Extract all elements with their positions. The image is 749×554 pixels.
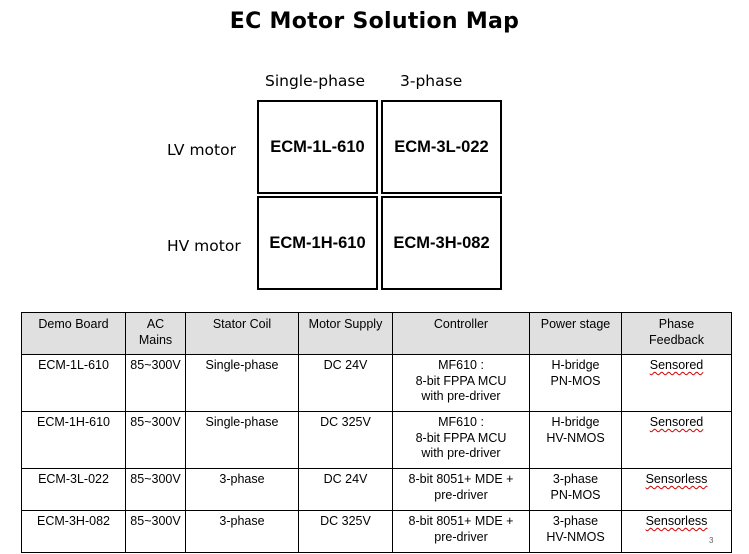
header-power-stage: Power stage <box>530 313 622 355</box>
cell-phase-feedback <box>622 355 732 412</box>
cell-phase-feedback <box>622 511 732 553</box>
cell-motor-supply: DC 325V <box>299 412 393 469</box>
cell-ac-mains: 85~300V <box>126 412 186 469</box>
map-cell-ecm-1l-610: ECM-1L-610 <box>257 100 378 194</box>
cell-motor-supply: DC 24V <box>299 355 393 412</box>
header-phase-feedback: Phase Feedback <box>622 313 732 355</box>
header-ac-mains: AC Mains <box>126 313 186 355</box>
phase-feedback-text: Sensorless <box>645 472 708 486</box>
header-demo-board: Demo Board <box>22 313 126 355</box>
table-row <box>22 355 732 412</box>
cell-stator-coil: Single-phase <box>186 412 299 469</box>
cell-controller: MF610 : 8-bit FPPA MCU with pre-driver <box>393 355 530 412</box>
header-controller: Controller <box>393 313 530 355</box>
row-label-lv-motor: LV motor <box>167 141 236 159</box>
page-title: EC Motor Solution Map <box>229 9 520 34</box>
cell-demo-board: ECM-3H-082 <box>22 511 126 553</box>
header-stator-coil: Stator Coil <box>186 313 299 355</box>
table-header-row <box>22 313 732 355</box>
cell-power-stage: 3-phase PN-MOS <box>530 469 622 511</box>
cell-stator-coil: 3-phase <box>186 469 299 511</box>
cell-ac-mains: 85~300V <box>126 469 186 511</box>
cell-controller: 8-bit 8051+ MDE + pre-driver <box>393 511 530 553</box>
cell-controller: 8-bit 8051+ MDE + pre-driver <box>393 469 530 511</box>
page-number: 3 <box>709 536 714 545</box>
cell-power-stage: 3-phase HV-NMOS <box>530 511 622 553</box>
cell-power-stage: H-bridge PN-MOS <box>530 355 622 412</box>
phase-feedback-text: Sensored <box>649 415 704 429</box>
cell-phase-feedback <box>622 469 732 511</box>
cell-stator-coil: Single-phase <box>186 355 299 412</box>
cell-motor-supply: DC 24V <box>299 469 393 511</box>
cell-motor-supply: DC 325V <box>299 511 393 553</box>
cell-ac-mains: 85~300V <box>126 511 186 553</box>
phase-feedback-text: Sensorless <box>645 514 708 528</box>
demo-board-table <box>21 312 732 553</box>
column-label-3-phase: 3-phase <box>400 72 463 90</box>
map-cell-ecm-1h-610: ECM-1H-610 <box>257 196 378 290</box>
cell-power-stage: H-bridge HV-NMOS <box>530 412 622 469</box>
cell-phase-feedback <box>622 412 732 469</box>
map-cell-ecm-3l-022: ECM-3L-022 <box>381 100 502 194</box>
header-motor-supply: Motor Supply <box>299 313 393 355</box>
table-row <box>22 469 732 511</box>
cell-demo-board: ECM-3L-022 <box>22 469 126 511</box>
column-label-single-phase: Single-phase <box>265 72 366 90</box>
map-cell-ecm-3h-082: ECM-3H-082 <box>381 196 502 290</box>
cell-stator-coil: 3-phase <box>186 511 299 553</box>
phase-feedback-text: Sensored <box>649 358 704 372</box>
table-row <box>22 511 732 553</box>
cell-controller: MF610 : 8-bit FPPA MCU with pre-driver <box>393 412 530 469</box>
cell-ac-mains: 85~300V <box>126 355 186 412</box>
row-label-hv-motor: HV motor <box>167 237 241 255</box>
table-row <box>22 412 732 469</box>
cell-demo-board: ECM-1H-610 <box>22 412 126 469</box>
cell-demo-board: ECM-1L-610 <box>22 355 126 412</box>
